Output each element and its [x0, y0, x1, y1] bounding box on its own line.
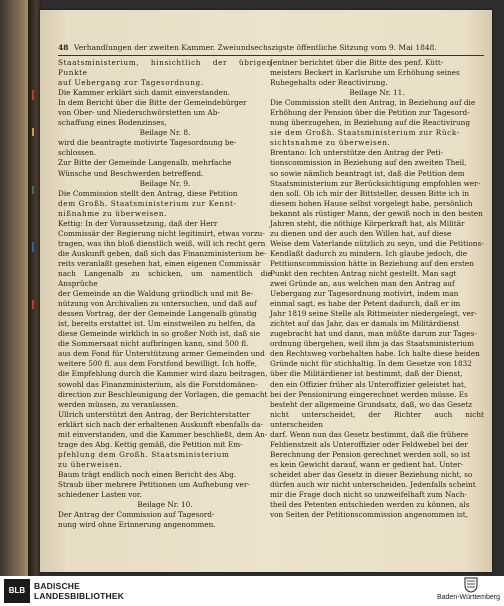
text-line: tragen, was ihn bloß dienstlich weiß, will ich recht gern — [58, 238, 266, 248]
text-line: Gründe nicht für stichhaltig. In dem Gesetze von 1832 — [270, 359, 472, 369]
page-edge-marker — [32, 300, 34, 309]
text-line: wird die beantragte motivirte Tagesordnung be- — [58, 138, 237, 148]
text-line: trage des Abg. Kettig gemäß, die Petition mit Em- — [58, 439, 243, 449]
text-line: sichtsnahme zu überweisen. — [270, 138, 391, 148]
text-line: dürfen auch wir nicht unterscheiden. Jedenfalls scheint — [270, 479, 476, 489]
text-line: zu überweisen. — [58, 459, 123, 469]
text-line: Wünsche und Beschwerden betreffend. — [58, 168, 204, 178]
text-line: zu dienen und der auch den Willen hat, auf diese — [270, 228, 452, 238]
text-line: Kendlaßt dadurch zu mindern. Ich glaube jedoch, die — [270, 248, 468, 258]
text-line: sie dem Großh. Staatsministerium zur Rück- — [270, 128, 460, 138]
text-line: Petitionscommission hätte in Beziehung auf den ersten — [270, 258, 474, 268]
text-line: schlossen. — [58, 148, 97, 158]
text-line: mir die Frage doch nicht so unzweifelhaft zum Nach- — [270, 490, 467, 500]
page-edge-marker — [32, 128, 34, 136]
text-line: Zur Bitte der Gemeinde Langenalb, mehrfache — [58, 158, 232, 168]
header-rule — [58, 55, 484, 56]
text-line: Ullrich unterstützt den Antrag, der Berichterstatter — [58, 409, 250, 419]
page-edge-marker — [32, 242, 34, 252]
text-line: nung überzugehen, in Beziehung auf die Reactivirung — [270, 118, 471, 128]
text-line: der Gemeinde an die Waldung gründlich und mit Be- — [58, 289, 254, 299]
right-text-column — [270, 58, 484, 520]
text-line: theil des Petenten entschieden werden zu können, als — [270, 500, 470, 510]
text-line: die Sommersaat nicht aufbringen kann, sind 500 fl. — [58, 339, 249, 349]
library-logo-icon: BLB — [4, 579, 30, 603]
text-line: den ein Offizier früher als Unteroffizier geleistet hat, — [270, 379, 467, 389]
text-line: pfehlung dem Großh. Staatsministerium — [58, 449, 230, 459]
text-line: Beilage Nr. 8. — [139, 128, 191, 138]
page-number: 48 — [58, 43, 69, 52]
text-line: Commissär der Regierung nicht legitimirt, etwas vorzu- — [58, 228, 265, 238]
text-line: auf Uebergang zur Tagesordnung. — [58, 78, 204, 88]
text-line: sowohl das Finanzministerium, als die Forstdomänen- — [58, 379, 258, 389]
text-line: Der Antrag der Commission auf Tagesord- — [58, 510, 215, 520]
text-line: diesem hohen Hause selbst vorgelegt habe, persönlich — [270, 198, 473, 208]
text-line: von Seiten der Petitionscommission angenommen ist, — [270, 510, 469, 520]
text-line: die Empfehlung durch die Kammer wird dazu beitragen, — [58, 369, 268, 379]
text-line: Berechnung der Pension gerechnet werden soll, so ist — [270, 449, 471, 459]
text-line: In dem Bericht über die Bitte der Gemeindebürger — [58, 98, 247, 108]
page-edge-marker — [32, 90, 34, 100]
page-edge-marker — [32, 186, 34, 194]
text-line: werden müssen, zu veranlassen. — [58, 399, 179, 409]
text-line: Die Commission stellt den Antrag, in Beziehung auf die — [270, 98, 476, 108]
text-line: erklärt sich nach der erhaltenen Auskunft ebenfalls da- — [58, 419, 264, 429]
text-line: Staatsministerium, hinsichtlich der übrigen Punkte — [58, 58, 272, 78]
text-line: Beilage Nr. 11. — [349, 88, 405, 98]
left-text-column — [58, 58, 272, 530]
text-line: den Rechtsweg vorbehalten habe. Ich halte diese beiden — [270, 349, 480, 359]
text-line: Jahren steht, die nöthige Körperkraft hat, als Militär — [270, 218, 465, 228]
text-line: Staatsministerium zur Berücksichtigung empfohlen wer- — [270, 178, 481, 188]
text-line: nung wird ohne Erinnerung angenommen. — [58, 520, 216, 530]
text-line: schaffung eines Bodenzinses, — [58, 118, 167, 128]
text-line: so sowie nämlich beantragt ist, daß die Petition dem — [270, 168, 465, 178]
text-line: darf. Wenn nun das Gesetz bestimmt, daß die frühere — [270, 429, 469, 439]
state-crest-icon — [462, 577, 480, 593]
text-line: Beilage Nr. 9. — [139, 178, 191, 188]
text-line: aus dem Fond für Unterstützung armer Gemeinden und — [58, 349, 265, 359]
text-line: direction zur Beschleunigung der Vorlagen, die gemacht — [58, 389, 268, 399]
text-line: bei der Pensionirung eingerechnet werden müsse. Es — [270, 389, 468, 399]
text-line: Baum trägt endlich noch einen Bericht des Abg. — [58, 469, 237, 479]
text-line: zwei Gründe an, aus welchen man den Antrag auf — [270, 279, 455, 289]
text-line: ist, bereits erstattet ist. Um einstweilen zu helfen, da — [58, 319, 256, 329]
text-line: Die Commission stellt den Antrag, diese Petition — [58, 188, 238, 198]
text-line: Erhöhung der Pension über die Petition zur Tagesord- — [270, 108, 470, 118]
text-line: Punkt den rechten Antrag nicht gestellt. Man sagt — [270, 268, 457, 278]
text-line: den soll. Ob ich mir der Bittsteller, dessen Bitte ich in — [270, 188, 470, 198]
library-name-line1: BADISCHE — [34, 581, 80, 591]
text-line: Straub über mehrere Petitionen um Aufhebung ver- — [58, 479, 250, 489]
text-line: Uebergang zur Tagesordnung motivirt, indem man — [270, 289, 459, 299]
text-line: zichtet auf das Jahr, das er damals im Militärdienst — [270, 319, 460, 329]
text-line: meisters Beckert in Karlsruhe um Erhöhung seines — [270, 68, 460, 78]
text-line: nißnahme zu überweisen. — [58, 208, 168, 218]
text-line: Ruhegehalts oder Reactivirung. — [270, 78, 388, 88]
text-line: reits veranlaßt gesehen hat, einen eigenen Commissär — [58, 258, 261, 268]
library-name — [34, 581, 124, 601]
text-line: nützung von Archivalien zu untersuchen, und daß auf — [58, 299, 257, 309]
text-line: schiedener Lasten vor. — [58, 490, 142, 500]
text-line: Kettig: In der Voraussetzung, daß der Herr — [58, 218, 218, 228]
text-line: zugebracht hat und dann, man müßte darum zur Tages- — [270, 329, 477, 339]
text-line: tionscommission in Beziehung auf den zweiten Theil, — [270, 158, 467, 168]
text-line: Beilage Nr. 10. — [137, 500, 193, 510]
state-name: Baden-Württemberg — [436, 594, 500, 601]
text-line: nicht unterscheidet, der Richter auch nicht unterscheiden — [270, 409, 484, 429]
text-line: diese Gemeinde wirklich in so großer Noth ist, daß sie — [58, 329, 261, 339]
text-line: nach Langenalb zu schicken, um namentlich die Ansprüche — [58, 268, 272, 289]
text-line: besteht der allgemeine Grundsatz, daß, wo das Gesetz — [270, 399, 473, 409]
text-line: Feldienstzeit als Unteroffizier oder Feldwebel bei der — [270, 439, 468, 449]
text-line: Jentner berichtet über die Bitte des penf. Kütt- — [270, 58, 444, 67]
text-line: dessen Vortrag, der der Gemeinde Langenalb günstig — [58, 309, 257, 319]
text-line: dem Großh. Staatsministerium zur Kennt- — [58, 198, 237, 208]
footer-bar — [0, 576, 504, 606]
text-line: weitere 500 fl. aus dem Forstfond bewilligt. Ich hoffe, — [58, 359, 258, 369]
text-line: bekannt als rüstiger Mann, der gewiß noch in den besten — [270, 208, 483, 218]
text-line: von Ober- und Niederschwörstetten um Ab- — [58, 108, 220, 118]
text-line: ordnung übergehen, weil ihm ja das Staatsministerium — [270, 339, 475, 349]
text-line: scheidet aber das Gesetz in dieser Beziehung nicht, so — [270, 469, 473, 479]
text-line: über die Militärdiener ist bestimmt, daß der Dienst, — [270, 369, 463, 379]
text-line: es kein Gewicht darauf, wann er gedient hat. Unter- — [270, 459, 464, 469]
text-line: Brentano: Ich unterstütze den Antrag der Peti- — [270, 148, 444, 158]
text-line: Weise dem Vaterlande nützlich zu seyn, und die Petitions- — [270, 238, 484, 248]
running-head — [58, 43, 484, 55]
text-line: Die Kammer erklärt sich damit einverstanden. — [58, 88, 230, 98]
library-name-line2: LANDESBIBLIOTHEK — [34, 591, 125, 601]
text-line: die Auskunft geben, daß sich das Finanzministerium be- — [58, 248, 267, 258]
page-title: Verhandlungen der zweiten Kammer. Zweiundsechszigste öffentliche Sitzung vom 9. Mai 1848. — [74, 43, 437, 52]
text-line: Jahr 1819 seine Stelle als Rittmeister niedergelegt, ver- — [270, 309, 477, 319]
text-line: einmal sagt, es habe der Petent dadurch, daß er im — [270, 299, 461, 309]
text-line: mit einverstanden, und die Kammer beschließt, dem An- — [58, 429, 268, 439]
